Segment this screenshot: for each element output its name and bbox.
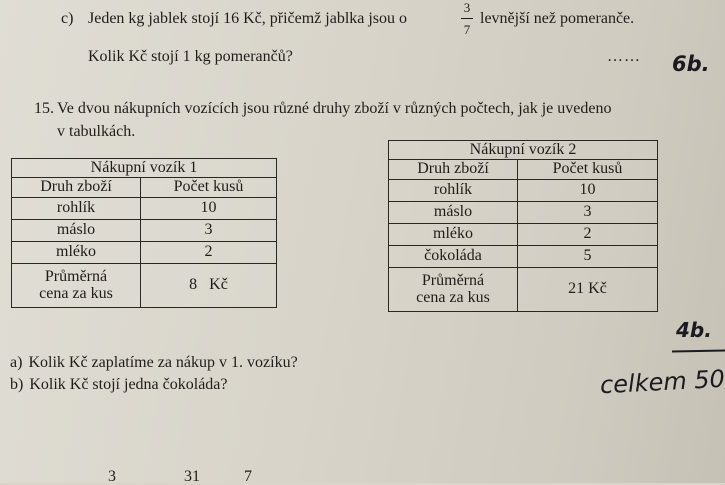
cart-1-col-item-header: Druh zboží bbox=[12, 178, 141, 198]
cart-2-count: 5 bbox=[518, 246, 658, 268]
fraction-numerator: 3 bbox=[463, 0, 471, 15]
fraction-denominator: 7 bbox=[463, 22, 471, 37]
answer-dots: …… bbox=[607, 48, 641, 65]
task-15-number: 15. bbox=[34, 100, 54, 117]
question-a-label: a) bbox=[10, 354, 23, 371]
question-b-text: Kolik Kč stojí jedna čokoláda? bbox=[29, 376, 228, 393]
cart-2-count: 3 bbox=[518, 202, 658, 224]
cart-1-title: Nákupní vozík 1 bbox=[12, 159, 277, 178]
cart-2-table bbox=[388, 140, 658, 312]
question-b-label: b) bbox=[10, 376, 24, 393]
cart-2-avg-value: 21 Kč bbox=[518, 268, 658, 312]
cart-2-avg-label-line2: cena za kus bbox=[416, 288, 490, 306]
cart-1-count: 2 bbox=[141, 242, 277, 264]
cart-1-avg-label-line1: Průměrná bbox=[44, 267, 108, 285]
question-a bbox=[10, 355, 298, 371]
cart-1-item: mléko bbox=[12, 242, 141, 264]
task-c-text-end: levnější než pomeranče. bbox=[480, 10, 635, 27]
cart-2-avg-label-line1: Průměrná bbox=[421, 271, 485, 289]
cart-2-title: Nákupní vozík 2 bbox=[389, 141, 658, 160]
task-15-line2: v tabulkách. bbox=[57, 123, 136, 140]
cart-1-avg-value: 8 Kč bbox=[141, 264, 277, 308]
question-a-text: Kolik Kč zaplatíme za nákup v 1. vozíku? bbox=[28, 354, 298, 371]
cart-2-count: 2 bbox=[518, 224, 658, 246]
handwritten-total: celkem 50 bbox=[599, 364, 725, 400]
handwritten-points-4b: 4b. bbox=[676, 318, 712, 342]
cart-2-item: máslo bbox=[389, 202, 518, 224]
cart-1-avg-label bbox=[12, 264, 141, 308]
cart-1-item: rohlík bbox=[12, 198, 141, 220]
cart-2-item: čokoláda bbox=[389, 246, 518, 268]
cart-1-col-count-header: Počet kusů bbox=[141, 178, 277, 198]
footer-number: 31 bbox=[184, 468, 200, 485]
task-c-text: Jeden kg jablek stojí 16 Kč, přičemž jablka jsou o bbox=[88, 10, 408, 27]
question-b bbox=[10, 377, 228, 393]
cart-2-count: 10 bbox=[518, 180, 658, 202]
cart-1-item: máslo bbox=[12, 220, 141, 242]
handwritten-points-6b: 6b. bbox=[672, 52, 710, 76]
cart-1-avg-label-line2: cena za kus bbox=[39, 284, 113, 302]
cart-1-count: 10 bbox=[141, 198, 277, 220]
cart-1-table bbox=[11, 158, 277, 308]
task-c-question: Kolik Kč stojí 1 kg pomerančů? bbox=[88, 48, 293, 65]
fraction-bar bbox=[461, 18, 473, 19]
footer-number: 7 bbox=[244, 468, 252, 485]
cart-1-count: 3 bbox=[141, 220, 277, 242]
task-15-line1: Ve dvou nákupních vozících jsou různé druhy zboží v různých počtech, jak je uvedeno bbox=[57, 100, 612, 117]
cart-2-item: rohlík bbox=[389, 180, 518, 202]
cart-2-item: mléko bbox=[389, 224, 518, 246]
task-c-label: c) bbox=[61, 10, 74, 27]
cart-2-col-item-header: Druh zboží bbox=[389, 160, 518, 180]
cart-2-col-count-header: Počet kusů bbox=[518, 160, 658, 180]
footer-number: 3 bbox=[108, 468, 116, 485]
cart-2-avg-label bbox=[389, 268, 518, 312]
